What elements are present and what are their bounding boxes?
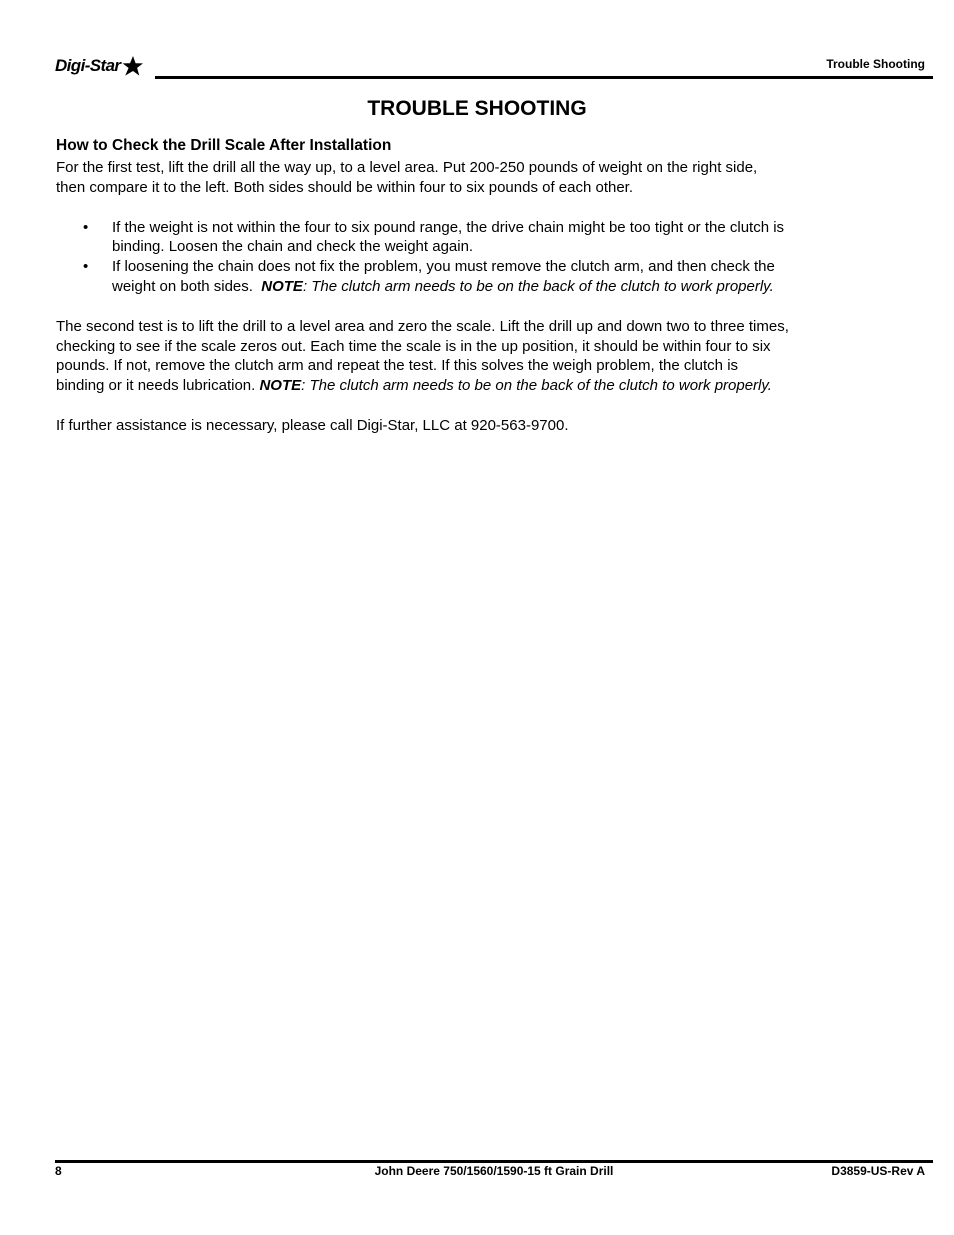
intro-line-1: For the first test, lift the drill all the way up, to a level area. Put 200-250 pounds of weight on the right side,	[56, 159, 758, 176]
list-item-line-2: weight on both sides.	[112, 277, 262, 295]
list-item-line-2: binding. Loosen the chain and check the weight again.	[112, 238, 474, 256]
second-test-line-3: pounds. If not, remove the clutch arm and repeat the test. If this solves the weigh problem, the clutch is	[56, 357, 739, 375]
list-item-line-1: If the weight is not within the four to six pound range, the drive chain might be too tight or the clutch is	[112, 218, 785, 236]
note-label: NOTE	[261, 277, 303, 295]
footer-doc-id: D3859-US-Rev A	[831, 1164, 925, 1178]
note-label: NOTE	[259, 377, 302, 395]
digi-star-logo	[55, 55, 143, 77]
header-section-title: Trouble Shooting	[826, 57, 925, 71]
assistance-paragraph: If further assistance is necessary, please call Digi-Star, LLC at 920-563-9700.	[56, 416, 569, 434]
page-title: TROUBLE SHOOTING	[367, 97, 587, 120]
page-content	[56, 136, 906, 456]
intro-paragraph	[56, 158, 906, 198]
list-item-line-1: If loosening the chain does not fix the problem, you must remove the clutch arm, and then check the	[112, 258, 775, 276]
intro-line-2: then compare it to the left. Both sides should be within four to six pounds of each other.	[56, 178, 634, 196]
header-rule	[155, 76, 933, 79]
footer-page-number: 8	[55, 1164, 62, 1178]
troubleshooting-list	[56, 218, 906, 297]
second-test-paragraph	[56, 317, 906, 396]
note-text: : The clutch arm needs to be on the back of the clutch to work properly.	[302, 277, 774, 295]
second-test-line-2: checking to see if the scale zeros out. Each time the scale is in the up position, it should be within four to six	[56, 337, 771, 355]
list-item	[56, 257, 906, 297]
second-test-line-4: binding or it needs lubrication.	[56, 377, 260, 395]
logo-text: Digi-Star	[55, 56, 121, 75]
footer-model: John Deere 750/1560/1590-15 ft Grain Drill	[374, 1164, 614, 1178]
footer-rule	[55, 1160, 933, 1163]
page-header	[55, 52, 933, 79]
note-text: : The clutch arm needs to be on the back of the clutch to work properly.	[301, 377, 772, 395]
second-test-line-1: The second test is to lift the drill to a level area and zero the scale. Lift the drill up and down two to three times,	[56, 317, 789, 335]
bullet-icon: •	[83, 218, 89, 236]
list-item	[56, 218, 906, 258]
bullet-icon: •	[83, 258, 89, 276]
page-footer	[55, 1160, 933, 1180]
star-icon	[119, 55, 143, 77]
section-heading: How to Check the Drill Scale After Installation	[56, 137, 392, 154]
